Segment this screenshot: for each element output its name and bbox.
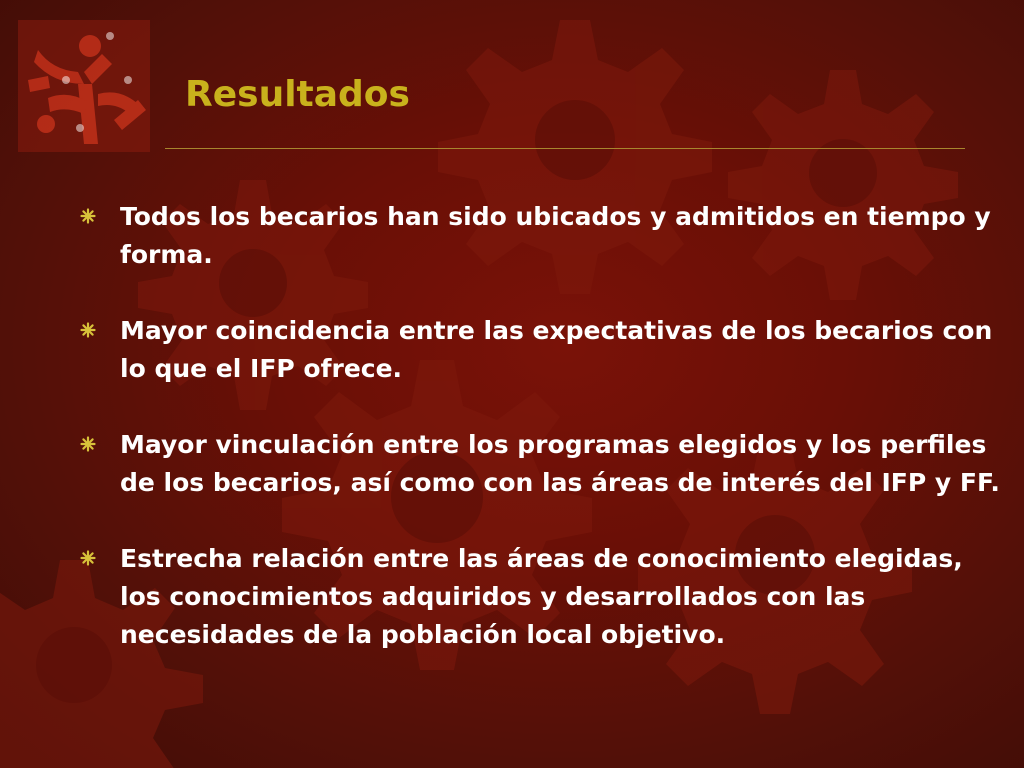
bullet-list	[80, 198, 1000, 692]
bullet-item	[80, 198, 1000, 274]
asterisk-star-bullet-icon	[80, 208, 96, 224]
bullet-text: Todos los becarios han sido ubicados y admitidos en tiempo y forma.	[120, 202, 991, 269]
bullet-item	[80, 540, 1000, 654]
asterisk-star-bullet-icon	[80, 436, 96, 452]
bullet-item	[80, 426, 1000, 502]
bullet-item	[80, 312, 1000, 388]
stylized-figures-logo-icon	[18, 20, 150, 152]
slide-title: Resultados	[185, 74, 410, 115]
asterisk-star-bullet-icon	[80, 550, 96, 566]
bullet-text: Mayor vinculación entre los programas elegidos y los perfiles de los becarios, así como con las áreas de interés del IFP y FF.	[120, 430, 1000, 497]
bullet-text: Mayor coincidencia entre las expectativas de los becarios con lo que el IFP ofrece.	[120, 316, 993, 383]
title-divider	[165, 148, 965, 149]
asterisk-star-bullet-icon	[80, 322, 96, 338]
bullet-text: Estrecha relación entre las áreas de conocimiento elegidas, los conocimientos adquiridos y desarrollados con las necesidades de la población local objetivo.	[120, 544, 963, 649]
